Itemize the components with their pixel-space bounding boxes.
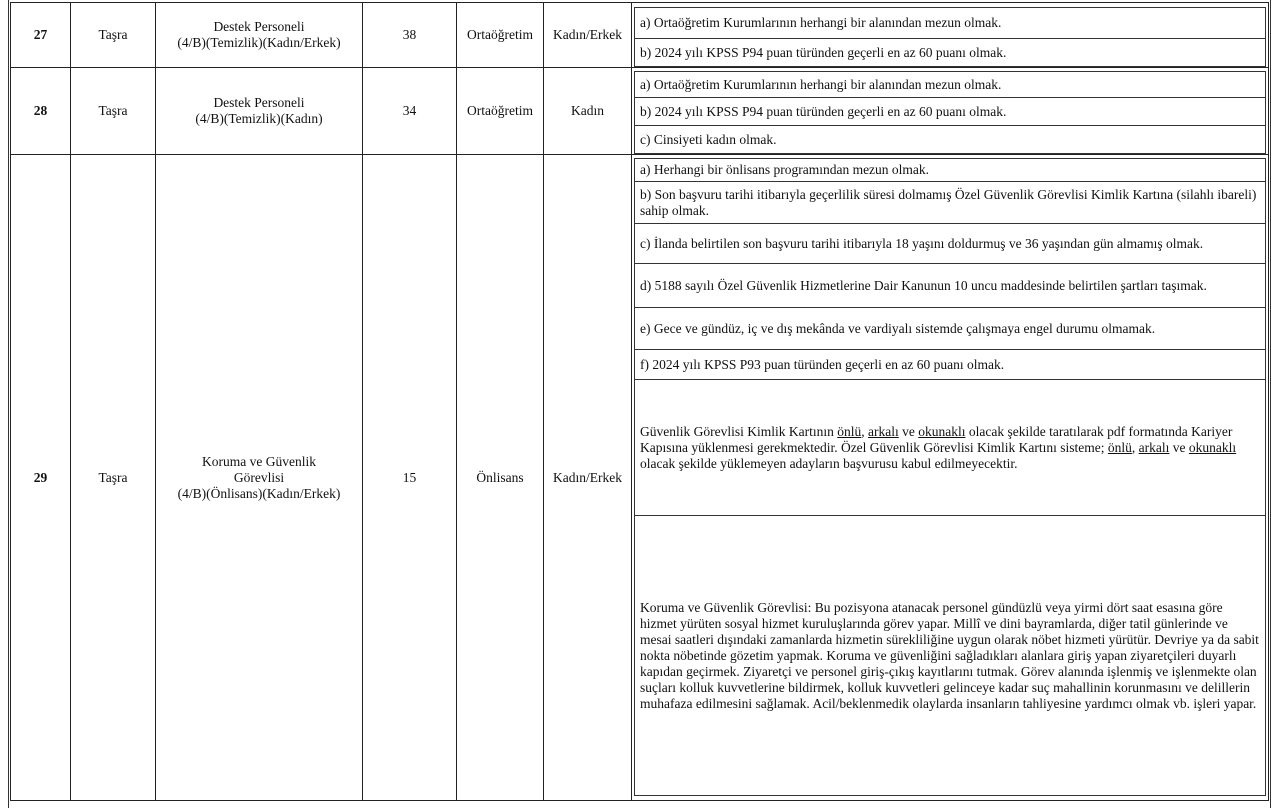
requirement-item: e) Gece ve gündüz, iç ve dış mekânda ve vardiyalı sistemde çalışmaya engel durumu olmamak. (634, 308, 1266, 350)
table-row (11, 3, 1269, 68)
requirement-item: b) 2024 yılı KPSS P94 puan türünden geçerli en az 60 puanı olmak. (634, 98, 1266, 126)
requirement-item: f) 2024 yılı KPSS P93 puan türünden geçerli en az 60 puanı olmak. (634, 350, 1266, 380)
row-location: Taşra (71, 68, 156, 155)
table-row (11, 155, 1269, 801)
row-gender: Kadın (544, 68, 632, 155)
requirement-item: d) 5188 sayılı Özel Güvenlik Hizmetlerine Dair Kanunun 10 uncu maddesinde belirtilen şartları taşımak. (634, 264, 1266, 308)
row-position-title: Koruma ve Güvenlik Görevlisi (4/B)(Önlisans)(Kadın/Erkek) (156, 155, 363, 801)
row-position-title: Destek Personeli (4/B)(Temizlik)(Kadın) (156, 68, 363, 155)
positions-table (10, 2, 1269, 801)
row-requirements (632, 155, 1269, 801)
row-position-title: Destek Personeli (4/B)(Temizlik)(Kadın/Erkek) (156, 3, 363, 68)
row-count: 38 (363, 3, 457, 68)
requirement-item: a) Herhangi bir önlisans programından mezun olmak. (634, 158, 1266, 182)
row-count: 15 (363, 155, 457, 801)
row-location: Taşra (71, 3, 156, 68)
id-card-upload-note: Güvenlik Görevlisi Kimlik Kartının önlü, arkalı ve okunaklı olacak şekilde taratılarak pdf formatında Kariyer Kapısına yüklenmesi gerekmektedir. Özel Güvenlik Görevlisi Kimlik Kartını sisteme; önlü, arkalı ve okunaklı olacak şekilde yüklemeyen adayların başvurusu kabul edilmeyecektir. (634, 380, 1266, 516)
row-number: 27 (11, 3, 71, 68)
requirement-item: b) 2024 yılı KPSS P94 puan türünden geçerli en az 60 puanı olmak. (634, 39, 1266, 67)
row-education: Önlisans (457, 155, 544, 801)
row-number: 28 (11, 68, 71, 155)
row-number: 29 (11, 155, 71, 801)
duty-description-note: Koruma ve Güvenlik Görevlisi: Bu pozisyona atanacak personel gündüzlü veya yirmi dört saat esasına göre hizmet yürüten sosyal hizmet kuruluşlarında görev yapar. Millî ve dini bayramlarda, diğer tatil günlerinde ve mesai saatleri dışındaki zamanlarda hizmetin sürekliliğine uygun olarak nöbet hizmeti yürütür. Devriye ya da sabit nokta nöbetinde gözetim yapmak. Koruma ve güvenliğini sağladıkları alanlara giriş yapan ziyaretçileri duyarlı kapıdan geçirmek. Ziyaretçi ve personel giriş-çıkış kayıtlarını tutmak. Görev alanında işlenmiş ve işlenmekte olan suçları kolluk kuvvetlerine bildirmek, kolluk kuvvetleri gelinceye kadar suç mahallinin korunmasını ve delillerin muhafaza edilmesini sağlamak. Acil/beklenmedik olaylarda insanların tahliyesine yardımcı olmak vb. işleri yapar. (634, 516, 1266, 796)
requirement-item: b) Son başvuru tarihi itibarıyla geçerlilik süresi dolmamış Özel Güvenlik Görevlisi Kimlik Kartına (silahlı ibareli) sahip olmak. (634, 182, 1266, 224)
row-location: Taşra (71, 155, 156, 801)
requirement-item: a) Ortaöğretim Kurumlarının herhangi bir alanından mezun olmak. (634, 71, 1266, 98)
row-requirements (632, 68, 1269, 155)
row-gender: Kadın/Erkek (544, 155, 632, 801)
row-education: Ortaöğretim (457, 3, 544, 68)
row-requirements (632, 3, 1269, 68)
requirement-item: a) Ortaöğretim Kurumlarının herhangi bir alanından mezun olmak. (634, 7, 1266, 39)
table-row (11, 68, 1269, 155)
row-education: Ortaöğretim (457, 68, 544, 155)
requirement-item: c) İlanda belirtilen son başvuru tarihi itibarıyla 18 yaşını doldurmuş ve 36 yaşından gün almamış olmak. (634, 224, 1266, 264)
requirement-item: c) Cinsiyeti kadın olmak. (634, 126, 1266, 154)
row-gender: Kadın/Erkek (544, 3, 632, 68)
row-count: 34 (363, 68, 457, 155)
